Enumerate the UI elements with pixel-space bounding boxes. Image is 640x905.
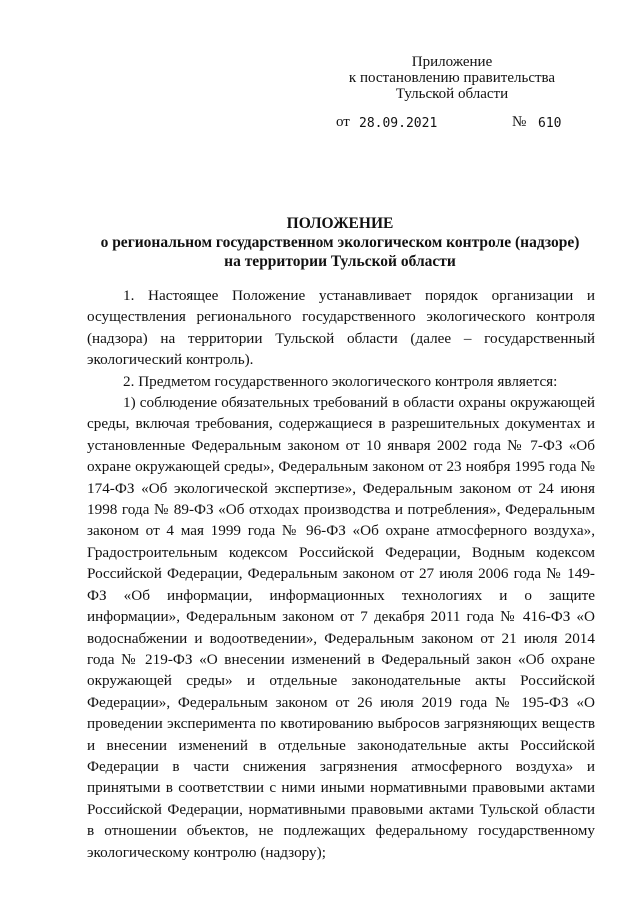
- document-date: 28.09.2021: [359, 116, 438, 131]
- title-line-2: о региональном государственном экологическом контроле (надзоре): [100, 234, 580, 251]
- paragraph-2: 2. Предметом государственного экологического контроля является:: [123, 372, 558, 390]
- appendix-line-1: Приложение: [411, 54, 493, 70]
- title-line-3: на территории Тульской области: [224, 253, 456, 270]
- title-line-1: ПОЛОЖЕНИЕ: [286, 215, 394, 232]
- paragraph-1: 1. Настоящее Положение устанавливает порядок организации и осуществления регионального государственного экологического контроля (надзора) на территории Тульской области (далее – государственный экологический контроль).: [87, 287, 595, 369]
- paragraph-3: 1) соблюдение обязательных требований в области охраны окружающей среды, включая требования, содержащиеся в разрешительных документах и установленные Федеральным законом от 10 января 2002 года № 7-ФЗ «Об охране окружающей среды», Федеральным законом от 23 ноября 1995 года № 174-ФЗ «Об экологической экспертизе», Федеральным законом от 24 июня 1998 года № 89-ФЗ «Об отходах производства и потребления», Федеральным законом от 4 мая 1999 года № 96-ФЗ «Об охране атмосферного воздуха», Градостроительным кодексом Российской Федерации, Водным кодексом Российской Федерации, Федеральным законом от 27 июля 2006 года № 149-ФЗ «Об информации, информационных технологиях и о защите информации», Федеральным законом от 7 декабря 2011 года № 416-ФЗ «О водоснабжении и водоотведении», Федеральным законом от 21 июля 2014 года № 219-ФЗ «О внесении изменений в Федеральный закон «Об охране окружающей среды» и отдельные законодательные акты Российской Федерации», Федеральным законом от 26 июля 2019 года № 195-ФЗ «О проведении эксперимента по квотированию выбросов загрязняющих веществ и внесении изменений в отдельные законодательные акты Российской Федерации в части снижения загрязнения атмосферного воздуха» и принятыми в соответствии с ними иными нормативными правовыми актами Российской Федерации, нормативными правовыми актами Тульской области в отношении объектов, не подлежащих федеральному государственному экологическому контролю (надзору);: [87, 394, 595, 861]
- document-body: [87, 285, 595, 863]
- document-number: 610: [538, 116, 562, 131]
- appendix-line-2: к постановлению правительства: [348, 70, 556, 86]
- appendix-line-3: Тульской области: [395, 86, 509, 102]
- number-prefix: №: [512, 114, 527, 130]
- date-prefix: от: [336, 114, 350, 130]
- document-title: [80, 214, 600, 271]
- appendix-header: [322, 54, 582, 102]
